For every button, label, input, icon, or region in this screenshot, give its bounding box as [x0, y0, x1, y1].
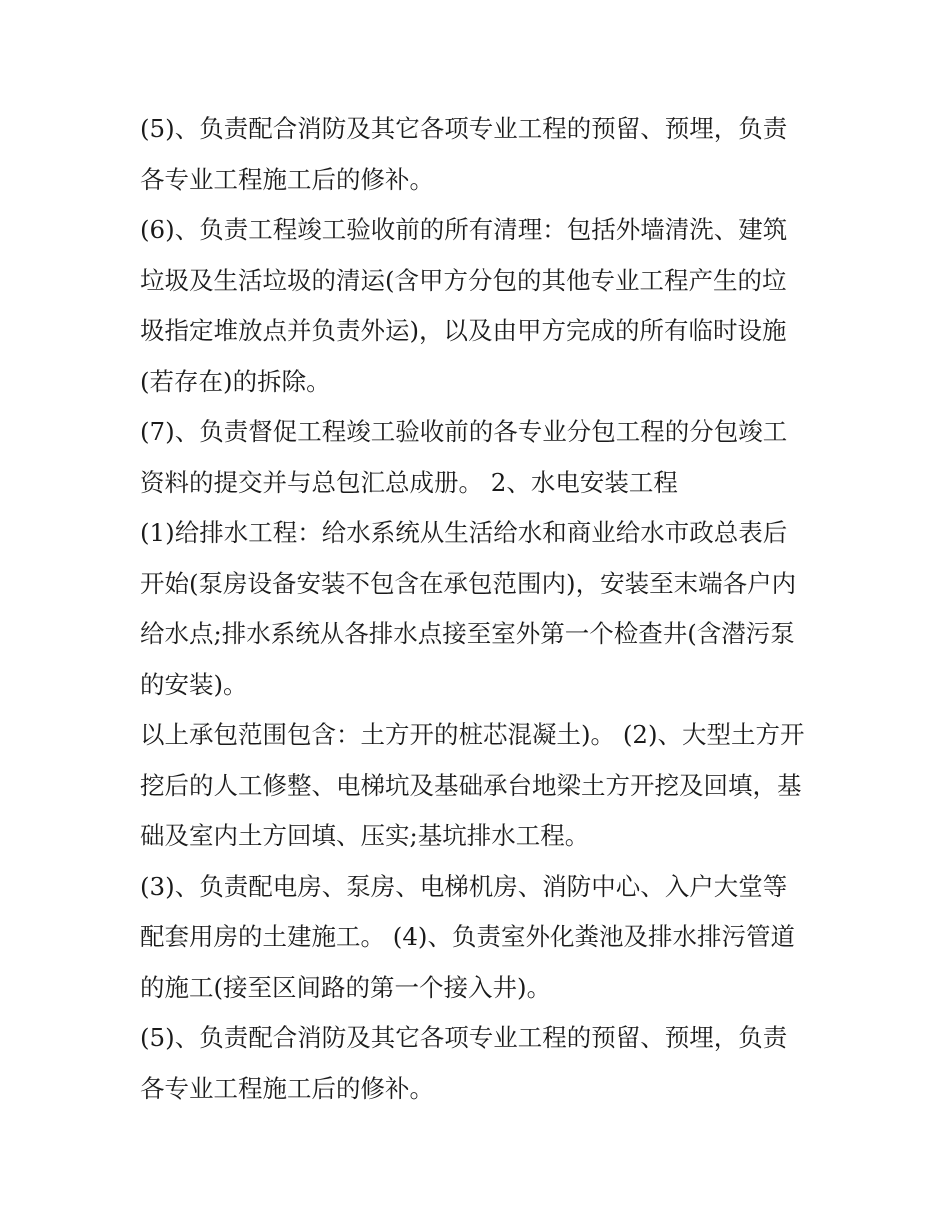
text-line: (1)给排水工程：给水系统从生活给水和商业给水市政总表后	[140, 518, 788, 547]
text-line: 的施工(接至区间路的第一个接入井)。	[140, 972, 552, 1002]
text-line: 的安装)。	[140, 669, 248, 699]
paragraph-item-5-a	[140, 104, 830, 205]
text-line: 给水点;排水系统从各排水点接至室外第一个检查井(含潜污泵	[140, 619, 795, 648]
text-line: (3)、负责配电房、泵房、电梯机房、消防中心、入户大堂等	[140, 871, 788, 901]
paragraph-item-7	[140, 407, 830, 508]
text-line: 资料的提交并与总包汇总成册。 2、水电安装工程	[140, 467, 678, 497]
text-line: 础及室内土方回填、压实;基坑排水工程。	[140, 821, 590, 850]
text-line: 圾指定堆放点并负责外运)，以及由甲方完成的所有临时设施	[140, 316, 787, 345]
text-line: 配套用房的土建施工。 (4)、负责室外化粪池及排水排污管道	[140, 922, 795, 951]
text-line: 以上承包范围包含：土方开的桩芯混凝土)。 (2)、大型土方开	[140, 720, 805, 749]
text-line: 开始(泵房设备安装不包含在承包范围内)，安装至末端各户内	[140, 568, 797, 598]
text-line: (若存在)的拆除。	[140, 366, 331, 396]
text-line: (6)、负责工程竣工验收前的所有清理：包括外墙清洗、建筑	[140, 215, 788, 244]
text-line: 垃圾及生活垃圾的清运(含甲方分包的其他专业工程产生的垃	[140, 265, 787, 295]
text-line: (5)、负责配合消防及其它各项专业工程的预留、预埋，负责	[140, 114, 788, 143]
text-line: (7)、负责督促工程竣工验收前的各专业分包工程的分包竣工	[140, 417, 788, 446]
paragraph-item-6	[140, 205, 830, 407]
text-line: (5)、负责配合消防及其它各项专业工程的预留、预埋，负责	[140, 1023, 788, 1052]
text-line: 各专业工程施工后的修补。	[140, 164, 434, 194]
text-line: 挖后的人工修整、电梯坑及基础承台地梁土方开挖及回填，基	[140, 770, 802, 800]
paragraph-water-drainage	[140, 508, 830, 710]
paragraph-item-3	[140, 862, 830, 1014]
text-line: 各专业工程施工后的修补。	[140, 1073, 434, 1103]
paragraph-item-5-b	[140, 1013, 830, 1114]
document-body	[140, 104, 830, 1114]
paragraph-earthwork	[140, 710, 830, 862]
